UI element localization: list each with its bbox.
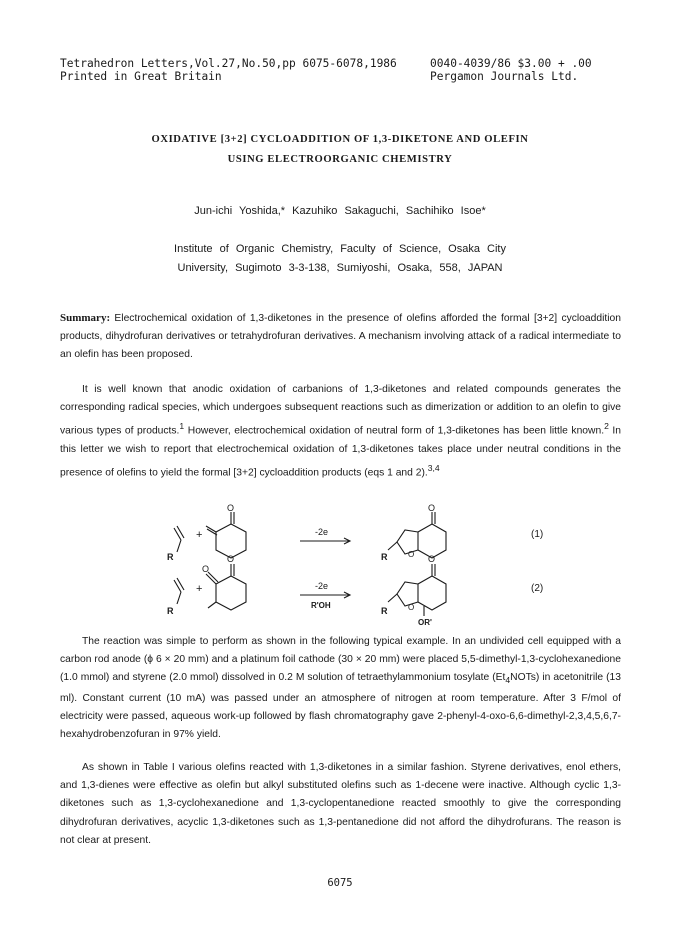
summary-label: Summary:: [60, 312, 111, 324]
eq1-product: [381, 503, 446, 562]
eq1-reaction-arrow: [300, 527, 350, 544]
eq2-solvent-label: R'OH: [311, 601, 331, 610]
eq2-product-o-label: O: [428, 554, 436, 564]
eq1-olefin: [167, 526, 184, 562]
reaction-scheme: [0, 503, 680, 632]
eq1-plus-sign: +: [196, 529, 203, 541]
eq2-or-label: OR': [418, 618, 432, 627]
intro-text-c: In this letter we wish to report that electrochemical oxidation of 1,3-diketones takes place under neutral conditions in the presence of olefins to yield the formal [3+2] cycloaddition products (eqs 1 and 2).: [60, 425, 621, 479]
affiliation-line-1: Institute of Organic Chemistry, Faculty of Science, Osaka City: [174, 243, 506, 255]
eq2-diketone: [202, 554, 246, 610]
journal-header: [60, 57, 397, 83]
experimental-text-a: The reaction was simple to perform as shown in the following typical example. In an undivided cell equipped with a carbon rod anode (ϕ 6 × 20 mm) and a platinum foil cathode (30 × 20 mm) were placed 5,5-dimethyl-1,3-cyclohexanedione (1.0 mmol) and styrene (2.0 mmol) dissolved in 0.2 M solution of tetraethylammonium tosylate (Et: [60, 636, 621, 684]
publisher-name: Pergamon Journals Ltd.: [430, 70, 579, 83]
eq1-product-r-label: R: [381, 552, 388, 562]
intro-paragraph: [60, 381, 621, 483]
publisher-header: [430, 57, 592, 83]
intro-text-b: However, electrochemical oxidation of neutral form of 1,3-diketones has been little known.: [184, 425, 605, 437]
et4-subscript: 4: [505, 675, 511, 686]
eq2-number: (2): [531, 583, 544, 594]
ref-3-4: 3,4: [427, 463, 440, 474]
paper-title-line-2: USING ELECTROORGANIC CHEMISTRY: [227, 154, 453, 165]
eq1-diketone-o-label: O: [227, 503, 235, 513]
eq1-product-o-label: O: [428, 503, 436, 513]
eq1-olefin-r-label: R: [167, 552, 174, 562]
affiliation-line-2: University, Sugimoto 3-3-138, Sumiyoshi, Osaka, 558, JAPAN: [177, 262, 503, 274]
eq1-reagent-label: -2e: [315, 527, 329, 537]
printed-in: Printed in Great Britain: [60, 70, 222, 83]
eq2-diketone-o-label: O: [202, 564, 210, 574]
experimental-text-b: NOTs) in acetonitrile (13 ml). Constant current (10 mA) was passed under an atmosphere of nitrogen at room temperature. After 3 F/mol of electricity were passed, aqueous work-up followed by flash chromatography gave 2-phenyl-4-oxo-6,6-dimethyl-2,3,4,5,6,7-hexahydrobenzofuran in 97% yield.: [60, 672, 621, 741]
author-list: Jun-ichi Yoshida,* Kazuhiko Sakaguchi, Sachihiko Isoe*: [194, 205, 486, 217]
table-discussion-paragraph: As shown in Table I various olefins reacted with 1,3-diketones in a similar fashion. Styrene derivatives, enol ethers, and 1,3-dienes were effective as olefin but alkyl substituted olefins such as 1-decene were inactive. Although cyclic 1,3-diketones such as 1,3-cyclohexanedione and 1,3-cyclopentanedione reacted smoothly to give the corresponding dihydrofuran derivatives, acyclic 1,3-diketones such as 1,3-pentanedione did not afford the dihydrofurans. The reason is not clear at present.: [60, 762, 621, 846]
page-number: 6075: [327, 877, 353, 889]
eq2-product-r-label: R: [381, 606, 388, 616]
eq2-product: [381, 554, 446, 627]
eq1-diketone: [206, 503, 246, 558]
ref-1: 1: [179, 421, 185, 432]
issn-price: 0040-4039/86 $3.00 + .00: [430, 57, 592, 70]
journal-citation: Tetrahedron Letters,Vol.27,No.50,pp 6075-6078,1986: [60, 57, 397, 70]
experimental-paragraph: [60, 633, 621, 744]
eq2-olefin: [167, 578, 184, 616]
summary-paragraph: [60, 309, 621, 365]
eq2-ring-o-label: O: [408, 603, 415, 612]
intro-text-a: It is well known that anodic oxidation of carbanions of 1,3-diketones and related compounds generates the corresponding radical species, which undergoes subsequent reactions such as dimerization or addition to an olefin to give various types of products.: [60, 384, 621, 437]
eq1-ring-o-label: O: [408, 550, 415, 559]
eq1-number: (1): [531, 529, 544, 540]
summary-text: Electrochemical oxidation of 1,3-diketones in the presence of olefins afforded the formal [3+2] cycloaddition products, dihydrofuran derivatives or tetrahydrofuran derivatives. A mechanism involving attack of a radical intermediate to an olefin has been proposed.: [60, 313, 621, 361]
ref-2: 2: [604, 421, 609, 432]
eq2-reagent-label: -2e: [315, 581, 329, 591]
eq2-olefin-r-label: R: [167, 606, 174, 616]
eq2-reaction-arrow: [300, 581, 350, 610]
eq2-diketone-o-top-label: O: [227, 554, 235, 564]
paper-title-line-1: OXIDATIVE [3+2] CYCLOADDITION OF 1,3-DIKETONE AND OLEFIN: [151, 134, 529, 145]
eq2-plus-sign: +: [196, 583, 203, 595]
